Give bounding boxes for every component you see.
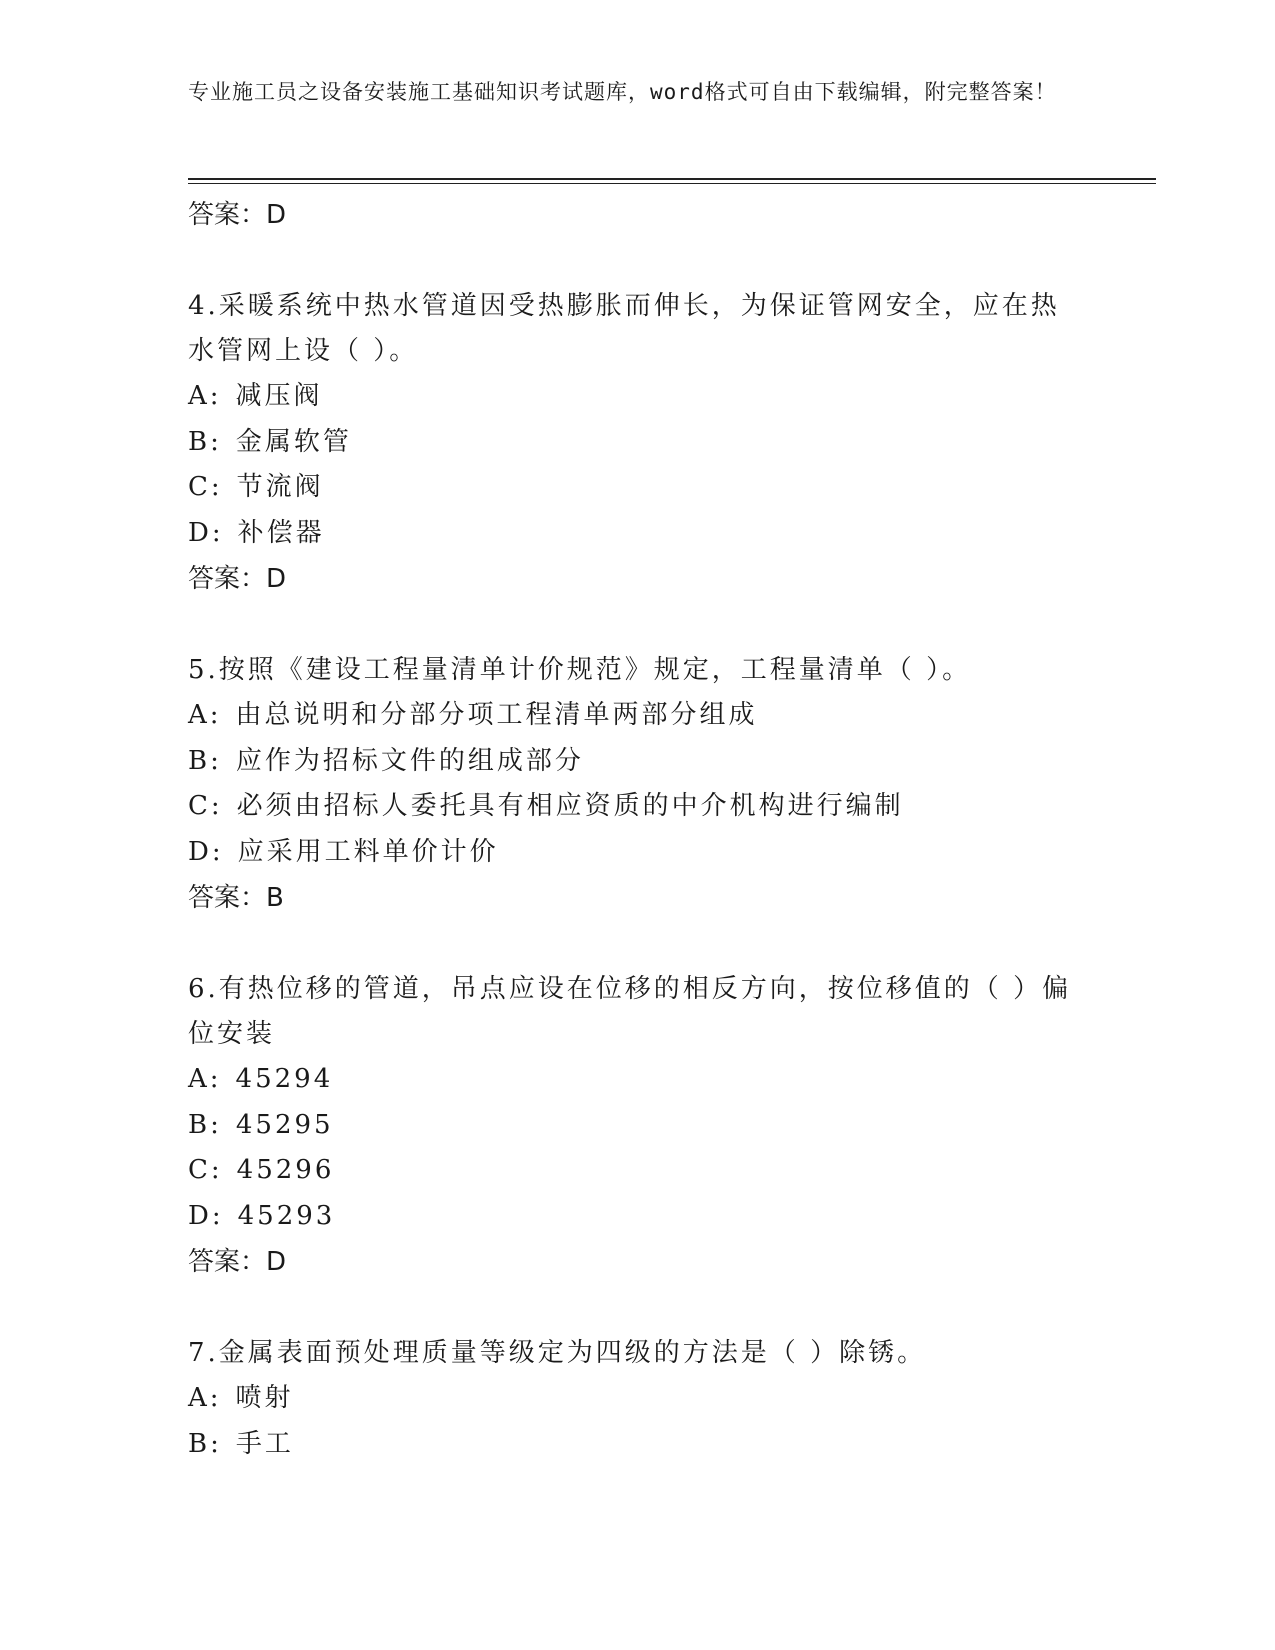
option-b [188, 1103, 1088, 1149]
option-b [188, 739, 1088, 785]
option-d [188, 830, 1088, 876]
question-stem: 4.采暖系统中热水管道因受热膨胀而伸长，为保证管网安全，应在热水管网上设（ ）。 [188, 291, 1060, 366]
option-c [188, 1148, 1088, 1194]
option-a [188, 1376, 1088, 1422]
option-text: 45294 [235, 1064, 334, 1094]
question-stem: 6.有热位移的管道，吊点应设在位移的相反方向，按位移值的（ ）偏位安装 [188, 974, 1072, 1049]
option-letter: B: [188, 745, 222, 776]
question-stem: 7.金属表面预处理质量等级定为四级的方法是（ ）除锈。 [188, 1338, 927, 1368]
option-text: 必须由招标人委托具有相应资质的中介机构进行编制 [236, 791, 904, 821]
answer-line: 答案：B [188, 883, 284, 913]
option-text: 应采用工料单价计价 [237, 836, 499, 867]
option-letter: D: [188, 1200, 224, 1231]
document-body [188, 186, 1088, 1467]
option-c [188, 465, 1088, 511]
option-a [188, 374, 1088, 420]
question-block [188, 1331, 1088, 1467]
option-text: 金属软管 [235, 426, 352, 457]
option-letter: C: [188, 472, 223, 502]
option-text: 45295 [235, 1109, 334, 1140]
answer-line: 答案：D [188, 1247, 287, 1277]
option-d [188, 511, 1088, 557]
option-b [188, 420, 1088, 466]
option-letter: A: [188, 1383, 222, 1413]
option-letter: B: [188, 1109, 222, 1140]
question-block [188, 967, 1088, 1285]
option-letter: A: [188, 700, 222, 730]
option-text: 喷射 [235, 1383, 294, 1413]
question-block [188, 284, 1088, 602]
option-text: 由总说明和分部分项工程清单两部分组成 [235, 700, 758, 730]
answer-line: 答案：D [188, 564, 287, 594]
option-text: 45293 [237, 1200, 336, 1231]
option-letter: A: [188, 381, 222, 411]
answer-line: 答案：D [188, 200, 287, 230]
option-text: 节流阀 [236, 472, 324, 502]
option-letter: A: [188, 1064, 222, 1094]
document-header: 专业施工员之设备安装施工基础知识考试题库，word格式可自由下载编辑，附完整答案！ [188, 80, 1057, 104]
option-text: 应作为招标文件的组成部分 [235, 745, 584, 776]
question-stem: 5.按照《建设工程量清单计价规范》规定，工程量清单（ ）。 [188, 655, 972, 685]
option-d [188, 1194, 1088, 1240]
option-text: 手工 [235, 1428, 294, 1459]
option-letter: D: [188, 836, 224, 867]
option-text: 45296 [236, 1155, 335, 1185]
option-a [188, 1057, 1088, 1103]
option-a [188, 693, 1088, 739]
option-letter: B: [188, 1428, 222, 1459]
option-c [188, 784, 1088, 830]
option-letter: C: [188, 791, 223, 821]
option-letter: D: [188, 517, 224, 548]
option-letter: C: [188, 1155, 223, 1185]
option-letter: B: [188, 426, 222, 457]
header-divider [188, 178, 1156, 180]
option-text: 减压阀 [235, 381, 323, 411]
header-divider-thin [188, 183, 1156, 184]
question-block [188, 648, 1088, 921]
option-text: 补偿器 [237, 517, 325, 548]
option-b [188, 1422, 1088, 1468]
